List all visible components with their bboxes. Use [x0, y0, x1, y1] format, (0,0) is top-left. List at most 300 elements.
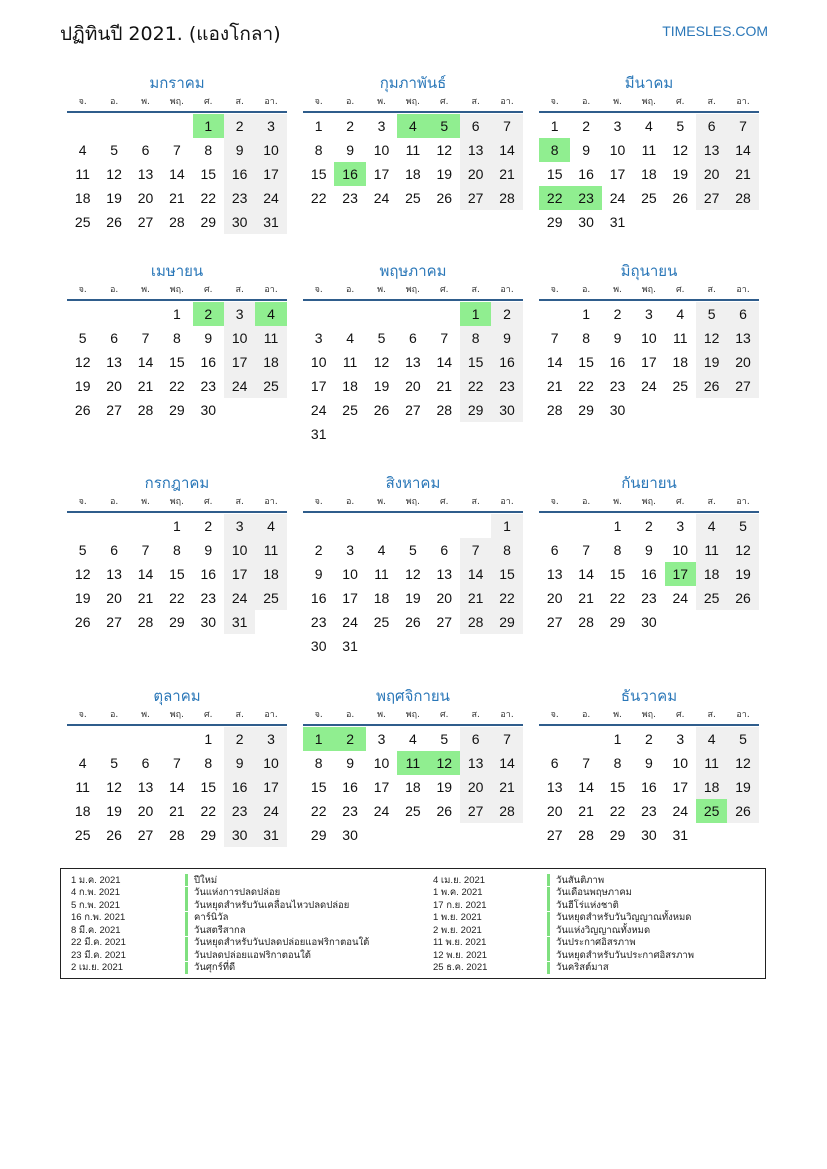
- weekday-label: ส.: [471, 97, 480, 107]
- day-cell: 28: [169, 827, 185, 843]
- weekday-header: [539, 708, 759, 726]
- day-cell: 20: [727, 350, 758, 374]
- day-cell: 24: [672, 803, 689, 819]
- legend-row: [433, 962, 694, 975]
- day-cell: 11: [342, 354, 358, 370]
- holiday-marker: [185, 962, 188, 974]
- day-cell: 14: [578, 566, 594, 582]
- day-cell: 18: [74, 803, 91, 819]
- day-cell: 1: [550, 118, 559, 134]
- legend-holiday-name: วันประกาศอิสรภาพ: [556, 937, 636, 949]
- day-cell: 17: [373, 779, 390, 795]
- day-cell: 24: [641, 378, 657, 394]
- day-cell: 10: [255, 751, 286, 775]
- day-cell: 27: [546, 614, 563, 630]
- month-name: พฤศจิกายน: [376, 687, 450, 705]
- day-cell: 22: [310, 803, 327, 819]
- day-cell: 28: [460, 610, 491, 634]
- day-cell: 23: [342, 803, 358, 819]
- day-grid: [303, 514, 523, 658]
- legend-column-left: [71, 874, 369, 974]
- weekday-label: จ.: [550, 97, 559, 107]
- day-cell: 12: [727, 538, 758, 562]
- weekday-label: จ.: [550, 497, 559, 507]
- day-cell: 23: [609, 378, 626, 394]
- day-cell: 11: [696, 751, 727, 775]
- month-name: กรกฎาคม: [144, 474, 210, 492]
- day-cell: 6: [550, 542, 559, 558]
- day-cell: 26: [74, 402, 91, 418]
- weekday-label: พฤ.: [641, 285, 656, 295]
- legend-holiday-name: วันปลดปล่อยแอฟริกาตอนใต้: [194, 949, 311, 961]
- weekday-label: พฤ.: [405, 497, 420, 507]
- day-cell: 3: [255, 114, 286, 138]
- month-name: พฤษภาคม: [379, 262, 447, 280]
- legend-holiday-name: ปีใหม่: [194, 874, 218, 886]
- day-cell: 25: [696, 586, 727, 610]
- day-grid: [303, 302, 523, 446]
- empty-cell: [539, 302, 570, 326]
- day-cell: 6: [110, 330, 118, 346]
- day-cell: 11: [641, 142, 657, 158]
- day-cell: 1: [582, 306, 590, 322]
- weekday-label: ศ.: [675, 285, 685, 295]
- legend-date: 11 พ.ย. 2021: [433, 937, 487, 949]
- day-cell: 20: [436, 590, 453, 606]
- weekday-label: อ.: [109, 710, 119, 720]
- day-cell: 12: [436, 142, 453, 158]
- weekday-label: อา.: [736, 285, 750, 295]
- day-cell: 24: [255, 186, 286, 210]
- day-cell: 13: [106, 566, 122, 582]
- day-cell: 15: [460, 350, 491, 374]
- empty-cell: [130, 114, 161, 138]
- day-cell: 8: [314, 755, 323, 771]
- day-cell: 26: [106, 214, 122, 230]
- day-cell: 28: [137, 402, 154, 418]
- weekday-label: จ.: [314, 710, 323, 720]
- day-cell: 28: [491, 186, 522, 210]
- weekday-label: พ.: [141, 285, 150, 295]
- day-cell: 5: [440, 731, 449, 747]
- legend-column-right: [433, 874, 694, 974]
- day-cell: 30: [641, 827, 657, 843]
- day-cell: 7: [141, 330, 150, 346]
- day-cell: 28: [436, 402, 453, 418]
- legend-holiday-name: คาร์นิวัล: [194, 912, 229, 924]
- empty-cell: [130, 302, 161, 326]
- day-cell: 6: [440, 542, 449, 558]
- day-cell: 16: [641, 566, 657, 582]
- day-cell: 6: [460, 114, 491, 138]
- day-cell: 17: [342, 590, 358, 606]
- weekday-label: อ.: [581, 285, 591, 295]
- day-cell: 21: [578, 803, 594, 819]
- day-cell: 3: [377, 731, 386, 747]
- day-cell: 10: [672, 542, 689, 558]
- day-cell: 8: [172, 542, 181, 558]
- day-cell: 3: [377, 118, 386, 134]
- weekday-label: พฤ.: [641, 710, 656, 720]
- empty-cell: [366, 302, 397, 326]
- weekday-label: ศ.: [203, 497, 213, 507]
- day-cell: 30: [578, 214, 594, 230]
- weekday-label: จ.: [78, 497, 87, 507]
- day-cell: 20: [696, 162, 727, 186]
- day-cell: 27: [106, 614, 122, 630]
- holiday-marker: [185, 887, 188, 899]
- day-cell: 19: [727, 775, 758, 799]
- weekday-label: อ.: [581, 710, 591, 720]
- day-cell: 2: [204, 518, 213, 534]
- legend-date: 16 ก.พ. 2021: [71, 912, 126, 924]
- day-cell: 24: [609, 190, 626, 206]
- day-cell: 22: [169, 590, 185, 606]
- day-cell: 17: [373, 166, 390, 182]
- day-cell: 21: [137, 590, 154, 606]
- day-cell: 26: [106, 827, 122, 843]
- weekday-label: ส.: [235, 710, 244, 720]
- holiday-cell: 4: [397, 114, 428, 138]
- legend-date: 8 มี.ค. 2021: [71, 924, 121, 936]
- day-cell: 8: [204, 142, 213, 158]
- day-cell: 29: [609, 827, 626, 843]
- day-cell: 28: [169, 214, 185, 230]
- legend-date: 5 ก.พ. 2021: [71, 899, 120, 911]
- holiday-marker: [185, 899, 188, 911]
- day-cell: 5: [78, 542, 87, 558]
- day-cell: 22: [460, 374, 491, 398]
- day-cell: 10: [373, 755, 390, 771]
- day-cell: 15: [169, 354, 185, 370]
- weekday-label: ส.: [707, 710, 716, 720]
- day-cell: 24: [224, 374, 255, 398]
- day-cell: 10: [255, 138, 286, 162]
- empty-cell: [539, 514, 570, 538]
- day-cell: 25: [342, 402, 358, 418]
- empty-cell: [539, 727, 570, 751]
- day-cell: 9: [613, 330, 622, 346]
- day-cell: 19: [436, 166, 453, 182]
- day-cell: 30: [310, 638, 327, 654]
- day-cell: 8: [204, 755, 213, 771]
- legend-date: 17 ก.ย. 2021: [433, 899, 487, 911]
- holiday-cell: 22: [539, 186, 570, 210]
- day-cell: 6: [460, 727, 491, 751]
- day-cell: 27: [436, 614, 453, 630]
- day-cell: 17: [609, 166, 626, 182]
- weekday-label: ศ.: [439, 497, 449, 507]
- day-cell: 26: [74, 614, 91, 630]
- day-cell: 17: [672, 779, 689, 795]
- month-block: [539, 259, 759, 422]
- day-cell: 10: [641, 330, 657, 346]
- legend-holiday-name: วันหยุดสำหรับวันวิญญาณทั้งหมด: [556, 912, 692, 924]
- day-cell: 13: [546, 566, 563, 582]
- day-cell: 7: [582, 755, 590, 771]
- day-cell: 29: [169, 614, 185, 630]
- day-cell: 23: [224, 799, 255, 823]
- day-cell: 6: [110, 542, 118, 558]
- legend-date: 23 มี.ค. 2021: [71, 949, 126, 961]
- day-cell: 9: [346, 142, 354, 158]
- day-cell: 3: [346, 542, 354, 558]
- weekday-label: ส.: [471, 285, 480, 295]
- weekday-label: ศ.: [203, 285, 213, 295]
- empty-cell: [570, 727, 601, 751]
- day-cell: 3: [224, 514, 255, 538]
- month-name: กุมภาพันธ์: [379, 74, 447, 92]
- day-cell: 21: [546, 378, 563, 394]
- day-cell: 27: [405, 402, 421, 418]
- holiday-legend: [60, 868, 766, 979]
- day-cell: 22: [169, 378, 185, 394]
- holiday-marker: [547, 899, 550, 911]
- day-cell: 27: [137, 827, 154, 843]
- empty-cell: [429, 302, 460, 326]
- day-cell: 27: [137, 214, 154, 230]
- legend-holiday-name: วันสตรีสากล: [194, 924, 246, 936]
- day-cell: 10: [224, 326, 255, 350]
- day-cell: 28: [137, 614, 154, 630]
- day-cell: 4: [377, 542, 386, 558]
- day-cell: 10: [609, 142, 626, 158]
- holiday-cell: 8: [539, 138, 570, 162]
- day-cell: 16: [224, 162, 255, 186]
- weekday-label: จ.: [78, 710, 87, 720]
- day-cell: 13: [696, 138, 727, 162]
- day-cell: 20: [546, 590, 563, 606]
- month-name: สิงหาคม: [385, 474, 441, 492]
- day-cell: 9: [491, 326, 522, 350]
- holiday-marker: [547, 874, 550, 886]
- day-cell: 20: [106, 590, 122, 606]
- holiday-marker: [547, 949, 550, 961]
- day-cell: 17: [224, 350, 255, 374]
- holiday-marker: [547, 924, 550, 936]
- day-cell: 19: [405, 590, 421, 606]
- day-cell: 29: [169, 402, 185, 418]
- day-cell: 2: [224, 727, 255, 751]
- holiday-cell: 1: [193, 114, 224, 138]
- holiday-cell: 2: [334, 727, 365, 751]
- day-cell: 8: [314, 142, 323, 158]
- day-cell: 3: [255, 727, 286, 751]
- day-cell: 24: [310, 402, 327, 418]
- day-cell: 22: [200, 190, 217, 206]
- day-cell: 15: [169, 566, 185, 582]
- day-cell: 21: [491, 162, 522, 186]
- day-cell: 21: [436, 378, 453, 394]
- holiday-marker: [185, 924, 188, 936]
- day-cell: 14: [137, 566, 154, 582]
- day-cell: 2: [582, 118, 590, 134]
- day-cell: 21: [491, 775, 522, 799]
- day-cell: 8: [613, 542, 622, 558]
- day-cell: 5: [727, 514, 758, 538]
- month-name: ธันวาคม: [620, 687, 678, 705]
- day-cell: 26: [436, 803, 453, 819]
- day-cell: 26: [696, 374, 727, 398]
- weekday-label: พฤ.: [169, 285, 184, 295]
- weekday-label: อา.: [736, 710, 750, 720]
- day-cell: 20: [106, 378, 122, 394]
- legend-holiday-name: วันหยุดสำหรับวันประกาศอิสรภาพ: [556, 949, 695, 961]
- empty-cell: [397, 514, 428, 538]
- weekday-label: จ.: [314, 285, 323, 295]
- day-cell: 9: [204, 330, 213, 346]
- weekday-label: พ.: [141, 710, 150, 720]
- day-cell: 11: [405, 142, 421, 158]
- site-link[interactable]: TIMESLES.COM: [662, 23, 768, 39]
- day-cell: 18: [641, 166, 657, 182]
- weekday-label: อา.: [264, 710, 278, 720]
- day-cell: 3: [613, 118, 622, 134]
- day-cell: 14: [169, 779, 185, 795]
- day-cell: 7: [550, 330, 559, 346]
- day-cell: 12: [373, 354, 390, 370]
- day-grid: [539, 114, 759, 234]
- weekday-label: พ.: [613, 97, 622, 107]
- day-cell: 22: [310, 190, 327, 206]
- day-cell: 28: [491, 799, 522, 823]
- day-cell: 2: [613, 306, 622, 322]
- day-cell: 7: [491, 114, 522, 138]
- day-cell: 2: [346, 118, 354, 134]
- day-cell: 5: [78, 330, 87, 346]
- day-cell: 16: [609, 354, 626, 370]
- weekday-label: ส.: [471, 497, 480, 507]
- holiday-marker: [547, 962, 550, 974]
- day-cell: 14: [491, 751, 522, 775]
- month-name: เมษายน: [150, 262, 204, 280]
- day-cell: 25: [405, 803, 421, 819]
- legend-date: 25 ธ.ค. 2021: [433, 962, 488, 974]
- weekday-header: [67, 283, 287, 301]
- weekday-label: พ.: [377, 497, 386, 507]
- day-grid: [67, 302, 287, 422]
- day-cell: 26: [405, 614, 421, 630]
- weekday-label: พ.: [141, 497, 150, 507]
- day-cell: 16: [342, 779, 358, 795]
- day-cell: 12: [74, 566, 91, 582]
- weekday-header: [303, 283, 523, 301]
- day-cell: 10: [342, 566, 358, 582]
- month-block: [303, 259, 523, 446]
- day-cell: 29: [310, 827, 327, 843]
- day-cell: 19: [373, 378, 390, 394]
- day-cell: 23: [641, 803, 657, 819]
- day-cell: 23: [491, 374, 522, 398]
- weekday-label: ศ.: [203, 710, 213, 720]
- day-cell: 29: [609, 614, 626, 630]
- day-cell: 4: [255, 514, 286, 538]
- day-cell: 22: [200, 803, 217, 819]
- day-cell: 20: [546, 803, 563, 819]
- day-cell: 7: [440, 330, 449, 346]
- day-cell: 18: [342, 378, 358, 394]
- weekday-label: พฤ.: [641, 497, 656, 507]
- day-cell: 12: [696, 326, 727, 350]
- empty-cell: [366, 514, 397, 538]
- day-cell: 20: [460, 775, 491, 799]
- holiday-cell: 23: [570, 186, 601, 210]
- legend-holiday-name: วันแห่งการปลดปล่อย: [194, 887, 281, 899]
- day-grid: [67, 514, 287, 634]
- weekday-label: พ.: [613, 497, 622, 507]
- day-cell: 18: [696, 775, 727, 799]
- legend-holiday-name: วันคริสต์มาส: [556, 962, 609, 974]
- legend-date: 12 พ.ย. 2021: [433, 949, 488, 961]
- day-cell: 19: [696, 350, 727, 374]
- weekday-label: พฤ.: [169, 710, 184, 720]
- day-cell: 15: [578, 354, 594, 370]
- day-cell: 19: [106, 190, 122, 206]
- day-cell: 13: [727, 326, 758, 350]
- month-name: มิถุนายน: [620, 262, 678, 280]
- day-cell: 22: [578, 378, 594, 394]
- weekday-label: อ.: [581, 497, 591, 507]
- month-block: [303, 71, 523, 210]
- day-cell: 10: [224, 538, 255, 562]
- day-cell: 11: [75, 779, 90, 795]
- weekday-header: [539, 95, 759, 113]
- weekday-label: ส.: [235, 285, 244, 295]
- day-grid: [303, 114, 523, 210]
- weekday-label: พฤ.: [641, 97, 656, 107]
- weekday-label: ศ.: [439, 97, 449, 107]
- day-cell: 5: [408, 542, 417, 558]
- day-cell: 17: [310, 378, 327, 394]
- weekday-label: จ.: [550, 285, 559, 295]
- weekday-label: อา.: [264, 497, 278, 507]
- day-cell: 2: [314, 542, 323, 558]
- day-cell: 11: [672, 330, 688, 346]
- day-cell: 19: [727, 562, 758, 586]
- empty-cell: [303, 514, 334, 538]
- weekday-label: พฤ.: [169, 497, 184, 507]
- empty-cell: [429, 514, 460, 538]
- day-cell: 5: [696, 302, 727, 326]
- legend-row: [71, 962, 369, 975]
- holiday-marker: [547, 912, 550, 924]
- day-cell: 30: [224, 210, 255, 234]
- empty-cell: [67, 514, 98, 538]
- day-cell: 27: [696, 186, 727, 210]
- day-cell: 6: [141, 142, 150, 158]
- legend-date: 4 เม.ย. 2021: [433, 874, 486, 886]
- empty-cell: [98, 302, 129, 326]
- empty-cell: [161, 727, 192, 751]
- day-cell: 12: [106, 779, 122, 795]
- empty-cell: [334, 514, 365, 538]
- holiday-cell: 16: [334, 162, 365, 186]
- day-cell: 26: [436, 190, 453, 206]
- day-cell: 26: [727, 586, 758, 610]
- day-cell: 15: [200, 779, 217, 795]
- day-cell: 9: [582, 142, 590, 158]
- day-cell: 18: [255, 562, 286, 586]
- day-cell: 24: [342, 614, 358, 630]
- day-cell: 6: [408, 330, 417, 346]
- holiday-cell: 5: [429, 114, 460, 138]
- day-cell: 9: [314, 566, 323, 582]
- legend-date: 1 ม.ค. 2021: [71, 874, 121, 886]
- day-cell: 27: [106, 402, 122, 418]
- month-block: [303, 684, 523, 847]
- weekday-header: [67, 708, 287, 726]
- weekday-label: อ.: [345, 497, 355, 507]
